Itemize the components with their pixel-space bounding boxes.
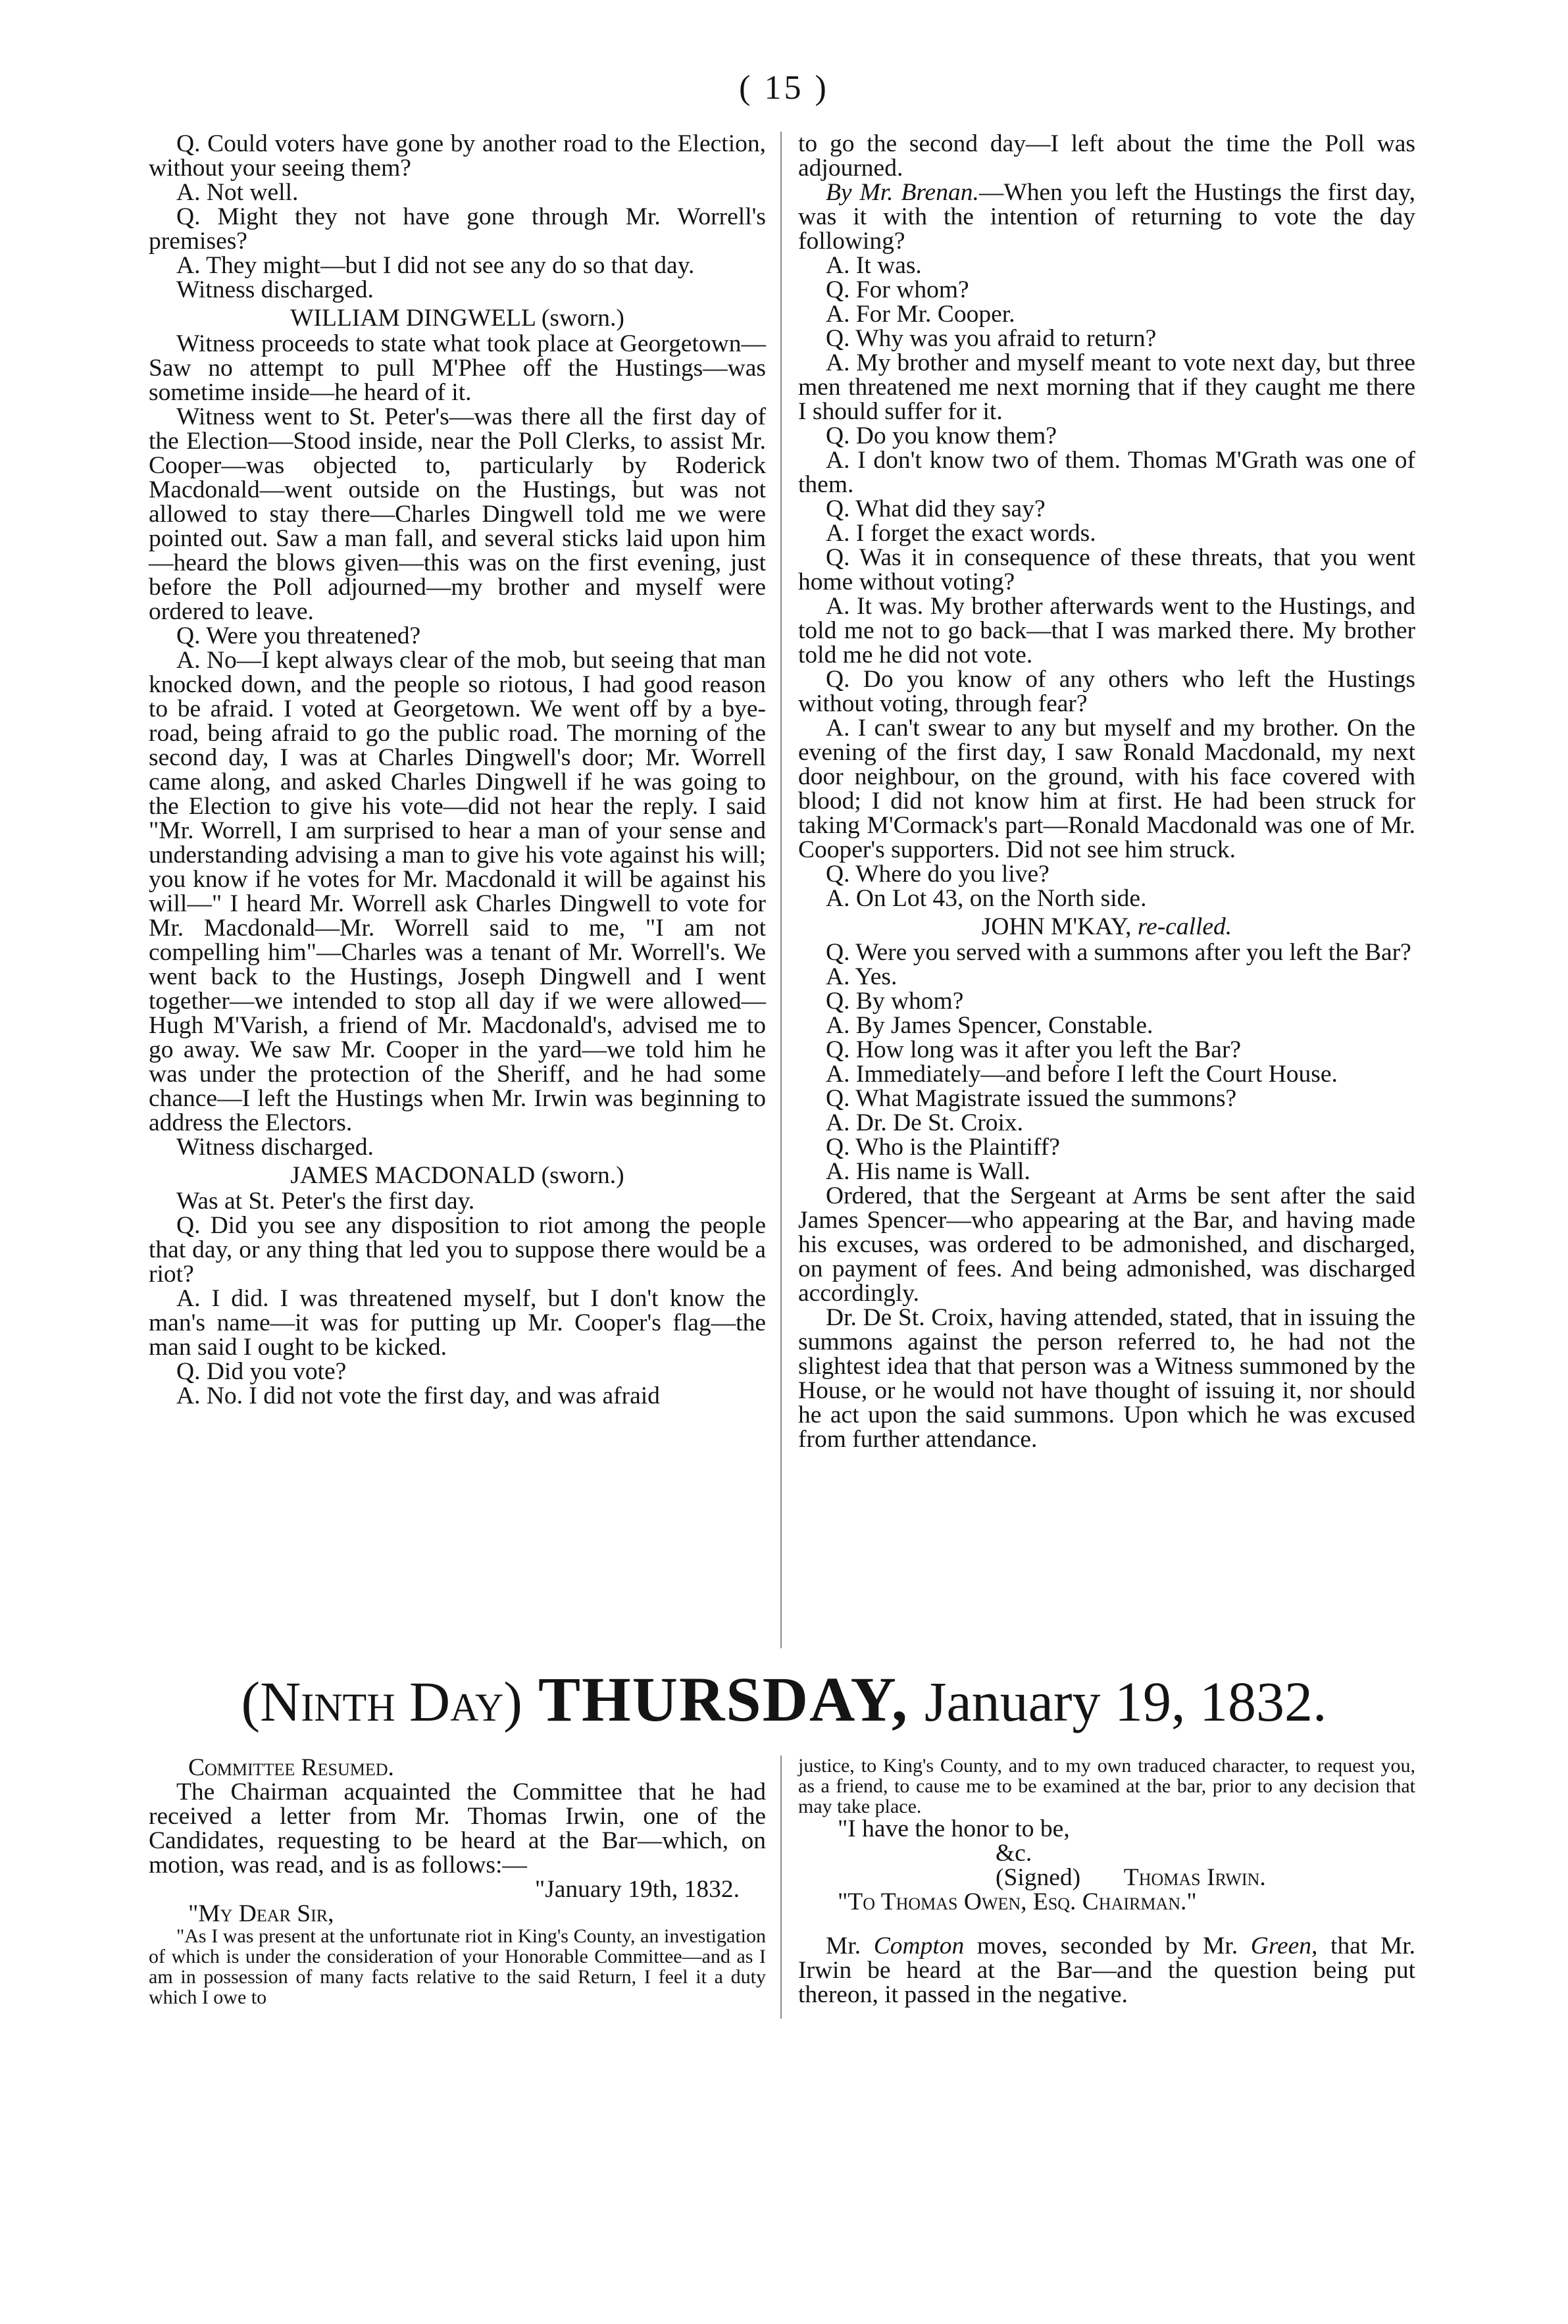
witness-heading: WILLIAM DINGWELL (sworn.)	[290, 305, 624, 332]
paragraph: Q. By whom?	[826, 988, 964, 1015]
paragraph: A. By James Spencer, Constable.	[826, 1012, 1153, 1039]
paragraph: A. I did. I was threatened myself, but I don't know the man's name—it was for putting up Mr. Cooper's flag—the man said I ought to be kicked.	[149, 1285, 766, 1361]
paragraph: Witness went to St. Peter's—was there all the first day of the Election—Stood inside, near the Poll Clerks, to assist Mr. Cooper—was objected to, particularly by Roderick Macdonald—went outside on the Hustings, but was not allowed to stay there—Charles Dingwell told me we were pointed out. Saw a man fall, and several sticks laid upon him—heard the blows given—this was on the first evening, just before the Poll adjourned—my brother and myself were ordered to leave.	[149, 403, 766, 625]
paragraph: Q. Where do you live?	[826, 861, 1050, 888]
paragraph: A. It was.	[826, 252, 922, 279]
paragraph: By Mr. Brenan.—When you left the Hustings the first day, was it with the intention of returning to vote the day following?	[798, 179, 1415, 255]
section-heading: Committee Resumed.	[188, 1754, 394, 1781]
letter-body: justice, to King's County, and to my own traduced character, to request you, as a friend, to cause me to be examined at the bar, prior to any decision that may take place.	[798, 1755, 1415, 1817]
right-column-bottom	[798, 1756, 1415, 2007]
paragraph: A. Immediately—and before I left the Court House.	[826, 1061, 1338, 1088]
letter-salutation: "My Dear Sir,	[188, 1900, 334, 1927]
letter-signature: (Signed) Thomas Irwin.	[996, 1864, 1266, 1891]
paragraph: Q. Who is the Plaintiff?	[826, 1134, 1060, 1161]
paragraph: Q. Did you see any disposition to riot among the people that day, or any thing that led you to suppose there would be a riot?	[149, 1212, 766, 1288]
column-divider	[780, 132, 782, 1648]
left-column-top	[149, 132, 766, 1408]
paragraph: Q. Do you know of any others who left the Hustings without voting, through fear?	[798, 666, 1415, 717]
paragraph: A. Dr. De St. Croix.	[826, 1109, 1023, 1136]
spacer	[798, 1914, 1415, 1934]
paragraph: Q. What did they say?	[826, 495, 1046, 522]
paragraph: Was at St. Peter's the first day.	[176, 1188, 475, 1215]
right-column-top	[798, 132, 1415, 1452]
day-heading-date: January 19, 1832.	[924, 1670, 1327, 1733]
paragraph: Dr. De St. Croix, having attended, stated, that in issuing the summons against the person referred to, he had not the slightest idea that that person was a Witness summoned by the House, or he would not have thought of issuing it, nor should he act upon the said summons. Upon which he was excused from further attendance.	[798, 1304, 1415, 1453]
witness-discharged: Witness discharged.	[176, 276, 374, 303]
paragraph: Q. Was it in consequence of these threats, that you went home without voting?	[798, 544, 1415, 595]
day-heading-weekday: THURSDAY,	[538, 1664, 909, 1734]
letter-date: "January 19th, 1832.	[534, 1876, 740, 1903]
paragraph: Q. Did you vote?	[176, 1358, 347, 1385]
day-heading	[0, 1663, 1568, 1738]
page-number: ( 15 )	[739, 69, 829, 107]
paragraph: Q. Why was you afraid to return?	[826, 325, 1157, 352]
examiner-name: By Mr. Brenan.	[826, 179, 979, 206]
paragraph: A. His name is Wall.	[826, 1158, 1030, 1185]
paragraph: A. My brother and myself meant to vote next day, but three men threatened me next morning that if they caught me there I should suffer for it.	[798, 349, 1415, 425]
letter-etc: &c.	[996, 1840, 1032, 1867]
paragraph: to go the second day—I left about the time the Poll was adjourned.	[798, 130, 1415, 182]
paragraph: A. On Lot 43, on the North side.	[826, 885, 1147, 912]
paragraph: Q. Were you served with a summons after you left the Bar?	[826, 939, 1411, 966]
paragraph: A. I forget the exact words.	[826, 520, 1096, 547]
witness-heading: JAMES MACDONALD (sworn.)	[290, 1162, 624, 1189]
motion-paragraph: Mr. Compton moves, seconded by Mr. Green, that Mr. Irwin be heard at the Bar—and the question being put thereon, it passed in the negative.	[798, 1932, 1416, 2008]
letter-addressee: "To Thomas Owen, Esq. Chairman."	[838, 1888, 1197, 1915]
paragraph: Q. Were you threatened?	[176, 622, 421, 649]
day-heading-prefix: (Ninth Day)	[241, 1670, 522, 1733]
paragraph: A. Not well.	[176, 179, 299, 206]
witness-discharged: Witness discharged.	[176, 1134, 374, 1161]
paragraph: A. They might—but I did not see any do so that day.	[176, 252, 695, 279]
left-column-bottom	[149, 1756, 766, 2008]
paragraph: Q. Could voters have gone by another road to the Election, without your seeing them?	[149, 130, 766, 182]
paragraph: Q. Do you know them?	[826, 422, 1057, 449]
paragraph: A. I don't know two of them. Thomas M'Grath was one of them.	[798, 447, 1415, 498]
paragraph: A. I can't swear to any but myself and my brother. On the evening of the first day, I saw Ronald Macdonald, my next door neighbour, on the ground, with his face covered with blood; I did not know him at first. He had been struck for taking M'Cormack's part—Ronald Macdonald was one of Mr. Cooper's supporters. Did not see him struck.	[798, 715, 1415, 863]
letter-closing: "I have the honor to be,	[838, 1815, 1070, 1842]
paragraph: The Chairman acquainted the Committee that he had received a letter from Mr. Thomas Irwin, one of the Candidates, requesting to be heard at the Bar—which, on motion, was read, and is as follows:—	[149, 1779, 766, 1879]
paragraph: A. No. I did not vote the first day, and was afraid	[176, 1382, 660, 1409]
paragraph: Ordered, that the Sergeant at Arms be sent after the said James Spencer—who appearing at the Bar, and having made his excuses, was ordered to be admonished, and discharged, on payment of fees. And being admonished, was discharged accordingly.	[798, 1182, 1415, 1307]
paragraph: Q. What Magistrate issued the summons?	[826, 1085, 1237, 1112]
paragraph: A. Yes.	[826, 963, 898, 990]
paragraph: Q. Might they not have gone through Mr. Worrell's premises?	[149, 203, 766, 255]
column-divider-bottom	[780, 1756, 782, 2019]
paragraph: A. It was. My brother afterwards went to the Hustings, and told me not to go back—that I was marked there. My brother told me he did not vote.	[798, 593, 1415, 669]
paragraph: Q. For whom?	[826, 276, 969, 303]
paragraph: A. For Mr. Cooper.	[826, 301, 1015, 328]
paragraph: Q. How long was it after you left the Bar?	[826, 1036, 1242, 1063]
witness-heading: JOHN M'KAY, re-called.	[981, 913, 1232, 940]
letter-body: "As I was present at the unfortunate riot in King's County, an investigation of which is under the consideration of your Honorable Committee—and as I am in possession of many facts relative to the said Return, I feel it a duty which I owe to	[149, 1925, 766, 2008]
paragraph: Witness proceeds to state what took place at Georgetown—Saw no attempt to pull M'Phee off the Hustings—was sometime inside—he heard of it.	[149, 330, 766, 406]
paragraph: A. No—I kept always clear of the mob, but seeing that man knocked down, and the people so riotous, I had good reason to be afraid. I voted at Georgetown. We went off by a bye-road, being afraid to go the public road. The morning of the second day, I was at Charles Dingwell's door; Mr. Worrell came along, and asked Charles Dingwell if he was going to the Election to give his vote—did not hear the reply. I said "Mr. Worrell, I am surprised to hear a man of your sense and understanding advising a man to give his vote against his will; you know if he votes for Mr. Macdonald it will be against his will—" I heard Mr. Worrell ask Charles Dingwell to vote for Mr. Macdonald—Mr. Worrell said to me, "I am not compelling him"—Charles was a tenant of Mr. Worrell's. We went back to the Hustings, Joseph Dingwell and I went together—we intended to stop all day if we were allowed—Hugh M'Varish, a friend of Mr. Macdonald's, advised me to go away. We saw Mr. Cooper in the yard—we told him he was under the protection of the Sheriff, and he had some chance—I left the Hustings when Mr. Irwin was beginning to address the Electors.	[149, 647, 766, 1136]
